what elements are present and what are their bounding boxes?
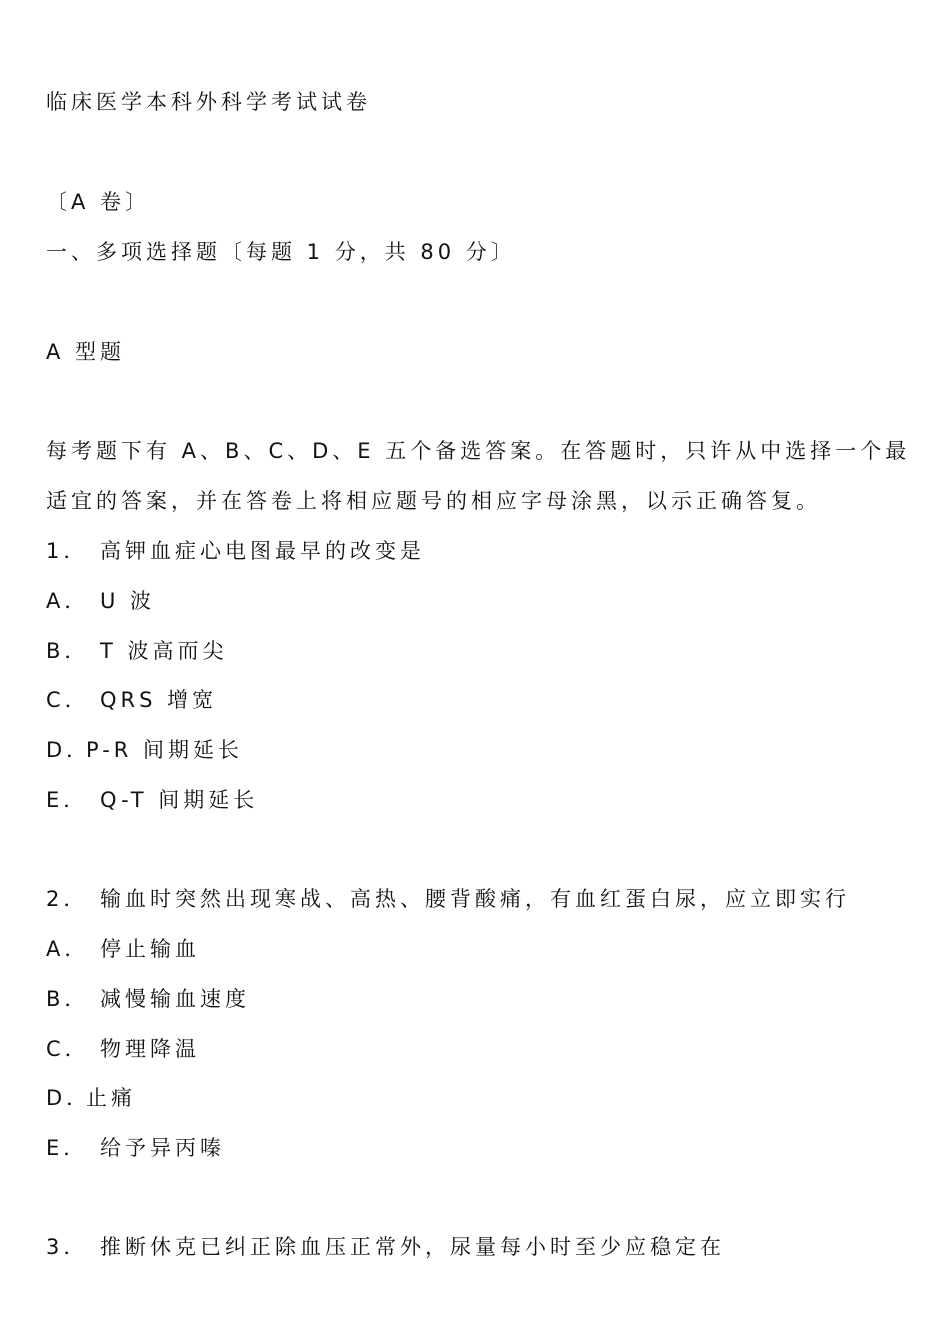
q1-option-c-text: QRS 增宽 (100, 688, 218, 712)
q1-option-b-label: B． (46, 639, 90, 663)
q1-option-e-text: Q-T 间期延长 (100, 788, 259, 812)
q1-option-a-label: A． (46, 589, 90, 613)
q1-option-a-text: U 波 (100, 589, 156, 613)
q2-option-a-label: A． (46, 937, 90, 961)
q2-option-e-text: 给予异丙嗪 (100, 1136, 225, 1160)
question-2-text: 输血时突然出现寒战、高热、腰背酸痛，有血红蛋白尿，应立即实行 (100, 887, 850, 911)
type-heading: A 型题 (46, 340, 126, 364)
q2-option-a-text: 停止输血 (100, 937, 200, 961)
question-3-text: 推断休克已纠正除血压正常外，尿量每小时至少应稳定在 (100, 1235, 725, 1259)
paper-label: 〔A 卷〕 (46, 190, 151, 214)
q2-option-d-text: 止痛 (86, 1086, 136, 1110)
exam-title: 临床医学本科外科学考试试卷 (46, 90, 371, 114)
q2-option-e-label: E． (46, 1136, 89, 1160)
section-heading: 一、多项选择题〔每题 1 分，共 80 分〕 (46, 240, 516, 264)
q1-option-d-text: P-R 间期延长 (86, 738, 244, 762)
q2-option-d-label: D． (46, 1086, 92, 1110)
question-3-number: 3． (46, 1235, 89, 1259)
q2-option-c-label: C． (46, 1037, 90, 1061)
instructions-line-1: 每考题下有 A、B、C、D、E 五个备选答案。在答题时，只许从中选择一个最 (46, 439, 911, 463)
q2-option-b-text: 减慢输血速度 (100, 987, 250, 1011)
q1-option-b-text: T 波高而尖 (100, 639, 228, 663)
question-1-number: 1． (46, 539, 89, 563)
question-1-text: 高钾血症心电图最早的改变是 (100, 539, 425, 563)
question-2-number: 2． (46, 887, 89, 911)
q1-option-c-label: C． (46, 688, 90, 712)
q2-option-b-label: B． (46, 987, 90, 1011)
q1-option-d-label: D． (46, 738, 92, 762)
q1-option-e-label: E． (46, 788, 89, 812)
q2-option-c-text: 物理降温 (100, 1037, 200, 1061)
instructions-line-2: 适宜的答案，并在答卷上将相应题号的相应字母涂黑，以示正确答复。 (46, 489, 821, 513)
